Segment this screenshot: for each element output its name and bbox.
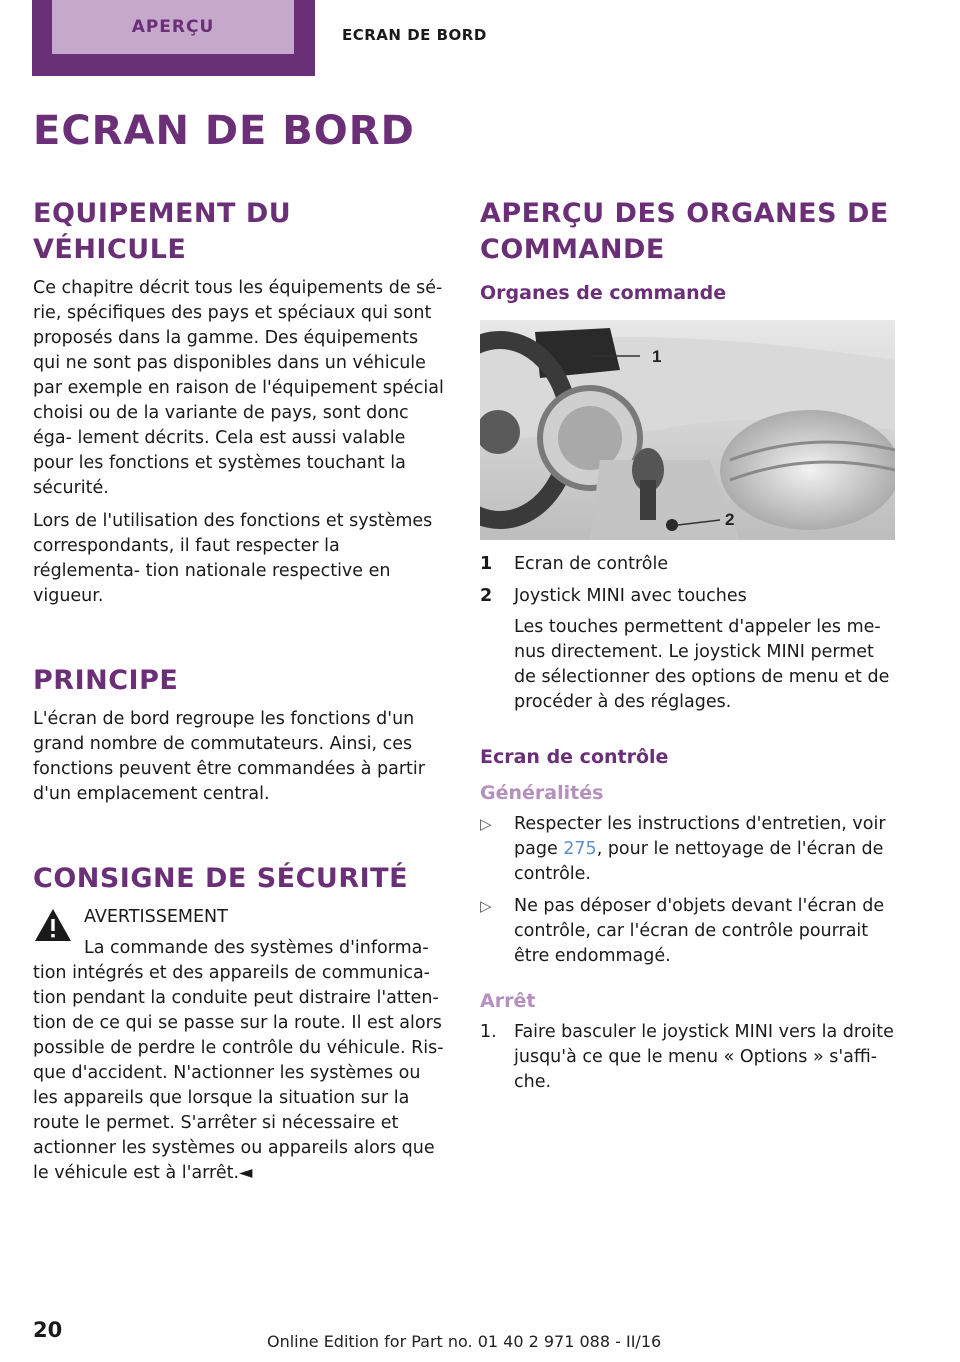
- principle-heading: PRINCIPE: [33, 665, 179, 696]
- list-item: 1. Faire basculer le joystick MINI vers la droite jusqu'à ce que le menu « Options » s'affi‐ che.: [480, 1022, 894, 1092]
- general-bullets: [480, 812, 895, 969]
- warning-triangle-icon: [33, 907, 73, 943]
- page-number: 20: [33, 1318, 63, 1342]
- off-steps: [480, 1020, 895, 1095]
- controls-heading: APERÇU DES ORGANES DE COMMANDE: [480, 198, 889, 265]
- general-subheading: Généralités: [480, 782, 604, 804]
- list-item: ▷ Ne pas déposer d'objets devant l'écran de contrôle, car l'écran de contrôle pourrait être endommagé.: [480, 896, 885, 966]
- warning-first-line: La commande des systèmes d'informa‐: [84, 938, 429, 958]
- bullet-triangle-icon: ▷: [480, 897, 492, 915]
- header-section-label: ECRAN DE BORD: [342, 26, 487, 44]
- legend-item: 2 Joystick MINI avec touches Les touches permettent d'appeler les me‐ nus directement. Le joystick MINI permet de sélectionner des options de menu et de procéder à des réglages.: [480, 584, 895, 715]
- header-tab: [32, 0, 315, 76]
- warning-block: [33, 905, 448, 1186]
- equipment-heading: EQUIPEMENT DU VÉHICULE: [33, 198, 292, 265]
- legend-2-detail: Les touches permettent d'appeler les me‐ nus directement. Le joystick MINI permet de sélectionner des options de menu et de procéder à des réglages.: [514, 617, 890, 712]
- page-title: ECRAN DE BORD: [33, 108, 415, 154]
- callout-1: 1: [652, 347, 662, 366]
- principle-paragraph: L'écran de bord regroupe les fonctions d'un grand nombre de commutateurs. Ainsi, ces fonctions peuvent être commandées à partir d'un emplacement central.: [33, 709, 425, 804]
- safety-heading: CONSIGNE DE SÉCURITÉ: [33, 863, 409, 894]
- cockpit-illustration: [480, 320, 895, 540]
- equipment-paragraph-2: Lors de l'utilisation des fonctions et systèmes correspondants, il faut respecter la réglementa‐ tion nationale respective en vigueur.: [33, 511, 433, 606]
- page-link[interactable]: 275: [563, 839, 597, 859]
- controls-subheading: Organes de commande: [480, 282, 727, 304]
- cockpit-photo: [480, 320, 895, 540]
- edition-note: Online Edition for Part no. 01 40 2 971 088 - II/16: [267, 1332, 662, 1351]
- list-item: ▷ Respecter les instructions d'entretien, voir page 275, pour le nettoyage de l'écran de contrôle.: [480, 814, 886, 884]
- warning-label: AVERTISSEMENT: [84, 907, 228, 927]
- right-column: [480, 196, 895, 1102]
- callout-2: 2: [725, 510, 735, 529]
- equipment-paragraph-1: Ce chapitre décrit tous les équipements de sé‐ rie, spécifiques des pays et spéciaux qui sont proposés dans la gamme. Des équipements qui ne sont pas disponibles dans un véhicule par exemple en raison de l'équipement spécial choisi ou de la variante de pays, sont donc éga‐ lement décrits. Cela est aussi valable pour les fonctions et systèmes touchant la sécurité.: [33, 278, 444, 498]
- monitor-heading: Ecran de contrôle: [480, 746, 669, 768]
- controls-legend: [480, 552, 895, 715]
- warning-text: tion intégrés et des appareils de communica‐ tion pendant la conduite peut distraire l'atten‐ tion de ce qui se passe sur la route. Il est alors possible de perdre le contrôle du véhicule. Ris‐ que d'accident. N'actionner les systèmes ou les appareils que lorsque la situation sur la route le permet. S'arrêter si nécessaire et actionner les systèmes ou appareils alors que le véhicule est à l'arrêt.◄: [33, 963, 444, 1183]
- left-column: [33, 196, 448, 1186]
- bullet-triangle-icon: ▷: [480, 815, 492, 833]
- off-subheading: Arrêt: [480, 990, 536, 1012]
- legend-item: 1 Ecran de contrôle: [480, 554, 669, 574]
- header-tab-label: APERÇU: [52, 0, 294, 54]
